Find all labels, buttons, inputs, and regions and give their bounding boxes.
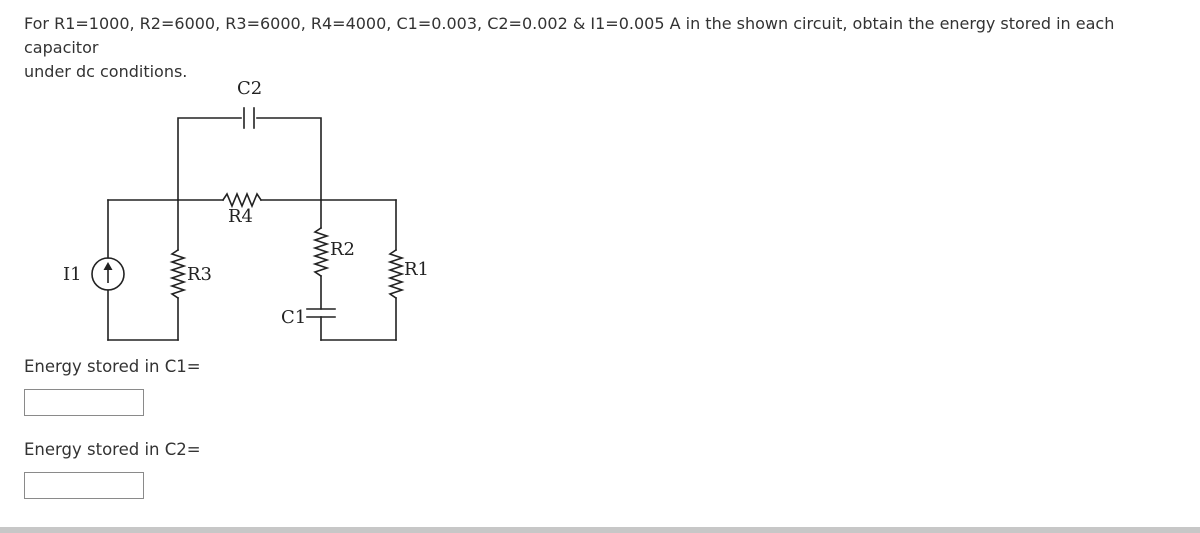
circuit-diagram (0, 0, 460, 345)
resistor-r1 (390, 250, 402, 298)
resistor-r3 (172, 250, 184, 298)
resistor-r4 (223, 194, 261, 206)
energy-c1-input[interactable] (24, 389, 144, 416)
label-c1: C1 (281, 307, 307, 328)
label-r4: R4 (228, 206, 254, 227)
arrow-up-icon (104, 262, 113, 283)
question-line-2: under dc conditions. (24, 62, 188, 81)
label-r1: R1 (404, 259, 430, 280)
label-i1: I1 (63, 264, 82, 285)
energy-c2-input[interactable] (24, 472, 144, 499)
page-bottom-bar (0, 527, 1200, 533)
label-r3: R3 (187, 264, 213, 285)
energy-c1-label: Energy stored in C1= (24, 357, 201, 376)
label-r2: R2 (330, 239, 356, 260)
energy-c2-label: Energy stored in C2= (24, 440, 201, 459)
resistor-r2 (315, 228, 327, 276)
label-c2: C2 (237, 78, 263, 99)
question-line-1: For R1=1000, R2=6000, R3=6000, R4=4000, C1=0.003, C2=0.002 & I1=0.005 A in the shown circuit, obtain the energy stored in each capacitor (24, 14, 1115, 57)
wire-c2-branch (178, 118, 321, 200)
